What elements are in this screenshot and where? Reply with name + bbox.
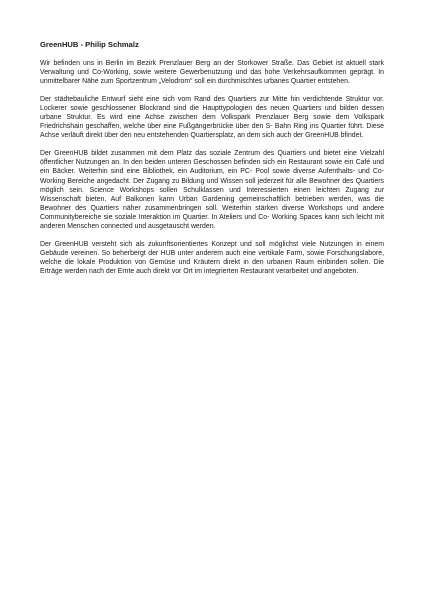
document-title: GreenHUB - Philip Schmalz	[40, 40, 139, 49]
paragraph-location: Wir befinden uns in Berlin im Bezirk Prenzlauer Berg an der Storkower Straße. Das Gebiet ist aktuell stark Verwaltung und Co-Working, sowie weitere Gewerbenutzung und das hohe Verkehrsaufkommen geprägt. In unmittelbarer Nähe zum Sportzentrum „Velodrom“ soll ein durchmischtes urbanes Quartier entstehen.	[40, 60, 384, 86]
document-page	[40, 40, 384, 285]
paragraph-urban-design: Der städtebauliche Entwurf sieht eine sich vom Rand des Quartiers zur Mitte hin verdichtende Struktur vor. Lockerer sowie geschlossener Blockrand sind die Haupttypologien des neuen Quartiers und bilden dessen urbane Struktur. Es wird eine Achse zwischen dem Volkspark Prenzlauer Berg sowie dem Volkspark Friedrichshain geschaffen, welche über eine Fußgängerbrücke über den S- Bahn Ring ins Quartier führt. Diese Achse verläuft direkt über den neu entstehenden Quartiersplatz, an dem sich auch der GreenHUB bfindet.	[40, 96, 384, 140]
paragraph-concept: Der GreenHUB versteht sich als zukunftsorientiertes Konzept und soll möglichst viele Nutzungen in einem Gebäude vereinen. So beherbergt der HUB unter anderem auch eine vertikale Farm, sowie Forschungslabore, welche die lokale Produktion von Gemüse und Kräutern direkt in den urbanen Raum einbinden sollen. Die Erträge werden nach der Ernte auch direkt vor Ort im integrierten Restaurant verarbeitet und angeboten.	[40, 240, 384, 275]
paragraph-social-center: Der GreenHUB bildet zusammen mit dem Platz das soziale Zentrum des Quartiers und bietet eine Vielzahl öffentlicher Nutzungen an. In den beiden unteren Geschossen befinden sich ein Restaurant sowie ein Café und ein Bäcker. Weiterhin sind eine Bibliothek, ein Auditorium, ein PC- Pool sowie diverse Aufenthalts- und Co- Working Bereiche angedacht. Der Zugang zu Bildung und Wissen soll jederzeit für alle Bewohner des Quartiers möglich sein. Science Workshops sollen Schulklassen und Interessierten einen leichten Zugang zur Wissenschaft bieten. Auf Balkonen kann Urban Gardening gemeinschaftlich betrieben werden, was die Bewohner des Quartiers näher zusammenbringen soll. Weiterhin stärken diverse Workshops und andere Communitybereiche sie soziale Interaktion im Quartier. In Ateliers und Co- Working Spaces kann sich leicht mit anderen Menschen connected und ausgetauscht werden.	[40, 150, 384, 230]
